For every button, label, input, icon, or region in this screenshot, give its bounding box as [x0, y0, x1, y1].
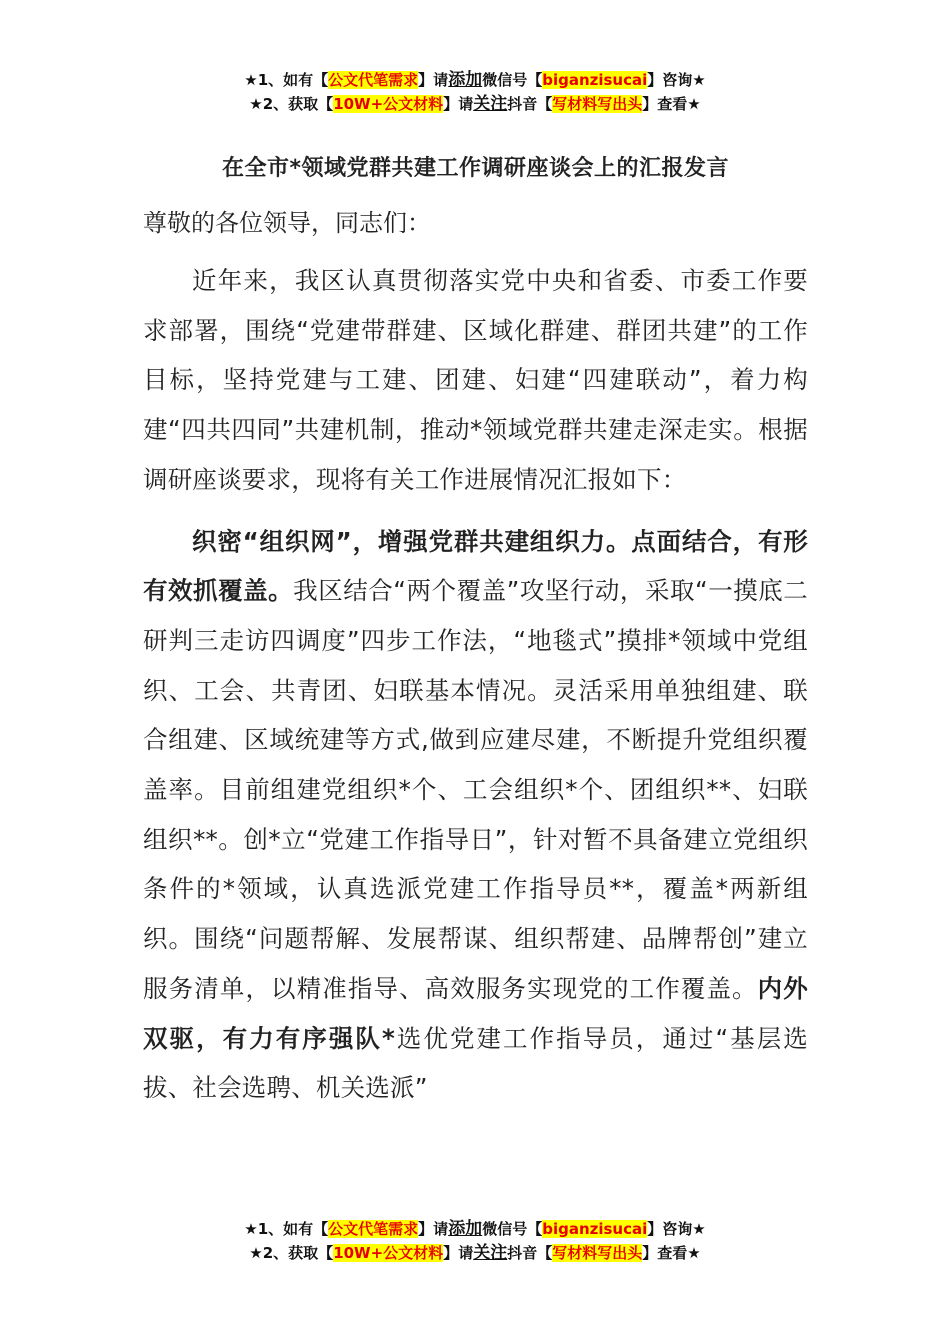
footer-banner — [0, 1217, 950, 1265]
highlight-materials: 10W+公文材料 — [333, 95, 444, 113]
section-1-body-continued: 选优党建工作指导员，通过“基层选拔、社会选聘、机关选派” — [143, 1023, 808, 1103]
intro-paragraph: 近年来，我区认真贯彻落实党中央和省委、市委工作要求部署，围绕“党建带群建、区域化群建、群团共建”的工作目标，坚持党建与工建、团建、妇建“四建联动”，着力构建“四共四同”共建机制，推动*领域党群共建走深走实。根据调研座谈要求，现将有关工作进展情况汇报如下： — [143, 266, 808, 494]
greeting: 尊敬的各位领导，同志们： — [143, 209, 431, 237]
header-banner — [0, 68, 950, 116]
document-body — [143, 152, 808, 1125]
banner-line-2: ★2、获取【10W+公文材料】请关注抖音【写材料写出头】查看★ — [249, 94, 701, 114]
section-1-subheading: 内外双驱，有力有序强队* — [143, 973, 808, 1053]
highlight-service: 公文代笔需求 — [328, 1220, 419, 1238]
banner-line-1: ★1、如有【公文代笔需求】请添加微信号【biganzisucai】咨询★ — [244, 1219, 706, 1239]
highlight-service: 公文代笔需求 — [328, 71, 419, 89]
highlight-materials: 10W+公文材料 — [333, 1244, 444, 1262]
banner-line-1: ★1、如有【公文代笔需求】请添加微信号【biganzisucai】咨询★ — [244, 70, 706, 90]
document-title: 在全市*领域党群共建工作调研座谈会上的汇报发言 — [221, 156, 729, 181]
highlight-douyin: 写材料写出头 — [552, 95, 643, 113]
section-1-heading: 织密“组织网”，增强党群共建组织力。点面结合，有形有效抓覆盖。 — [143, 526, 808, 606]
highlight-wechat-id: biganzisucai — [542, 1220, 648, 1238]
highlight-douyin: 写材料写出头 — [552, 1244, 643, 1262]
section-1-paragraph — [143, 517, 808, 1113]
section-1-body: 我区结合“两个覆盖”攻坚行动，采取“一摸底二研判三走访四调度”四步工作法，“地毯式”摸排*领域中党组织、工会、共青团、妇联基本情况。灵活采用单独组建、联合组建、区域统建等方式,做到应建尽建，不断提升党组织覆盖率。目前组建党组织*个、工会组织*个、团组织**、妇联组织**。创*立“党建工作指导日”，针对暂不具备建立党组织条件的*领域，认真选派党建工作指导员**，覆盖*两新组织。围绕“问题帮解、发展帮谋、组织帮建、品牌帮创”建立服务清单，以精准指导、高效服务实现党的工作覆盖。 — [143, 576, 809, 1003]
highlight-wechat-id: biganzisucai — [542, 71, 648, 89]
banner-line-2: ★2、获取【10W+公文材料】请关注抖音【写材料写出头】查看★ — [249, 1243, 701, 1263]
